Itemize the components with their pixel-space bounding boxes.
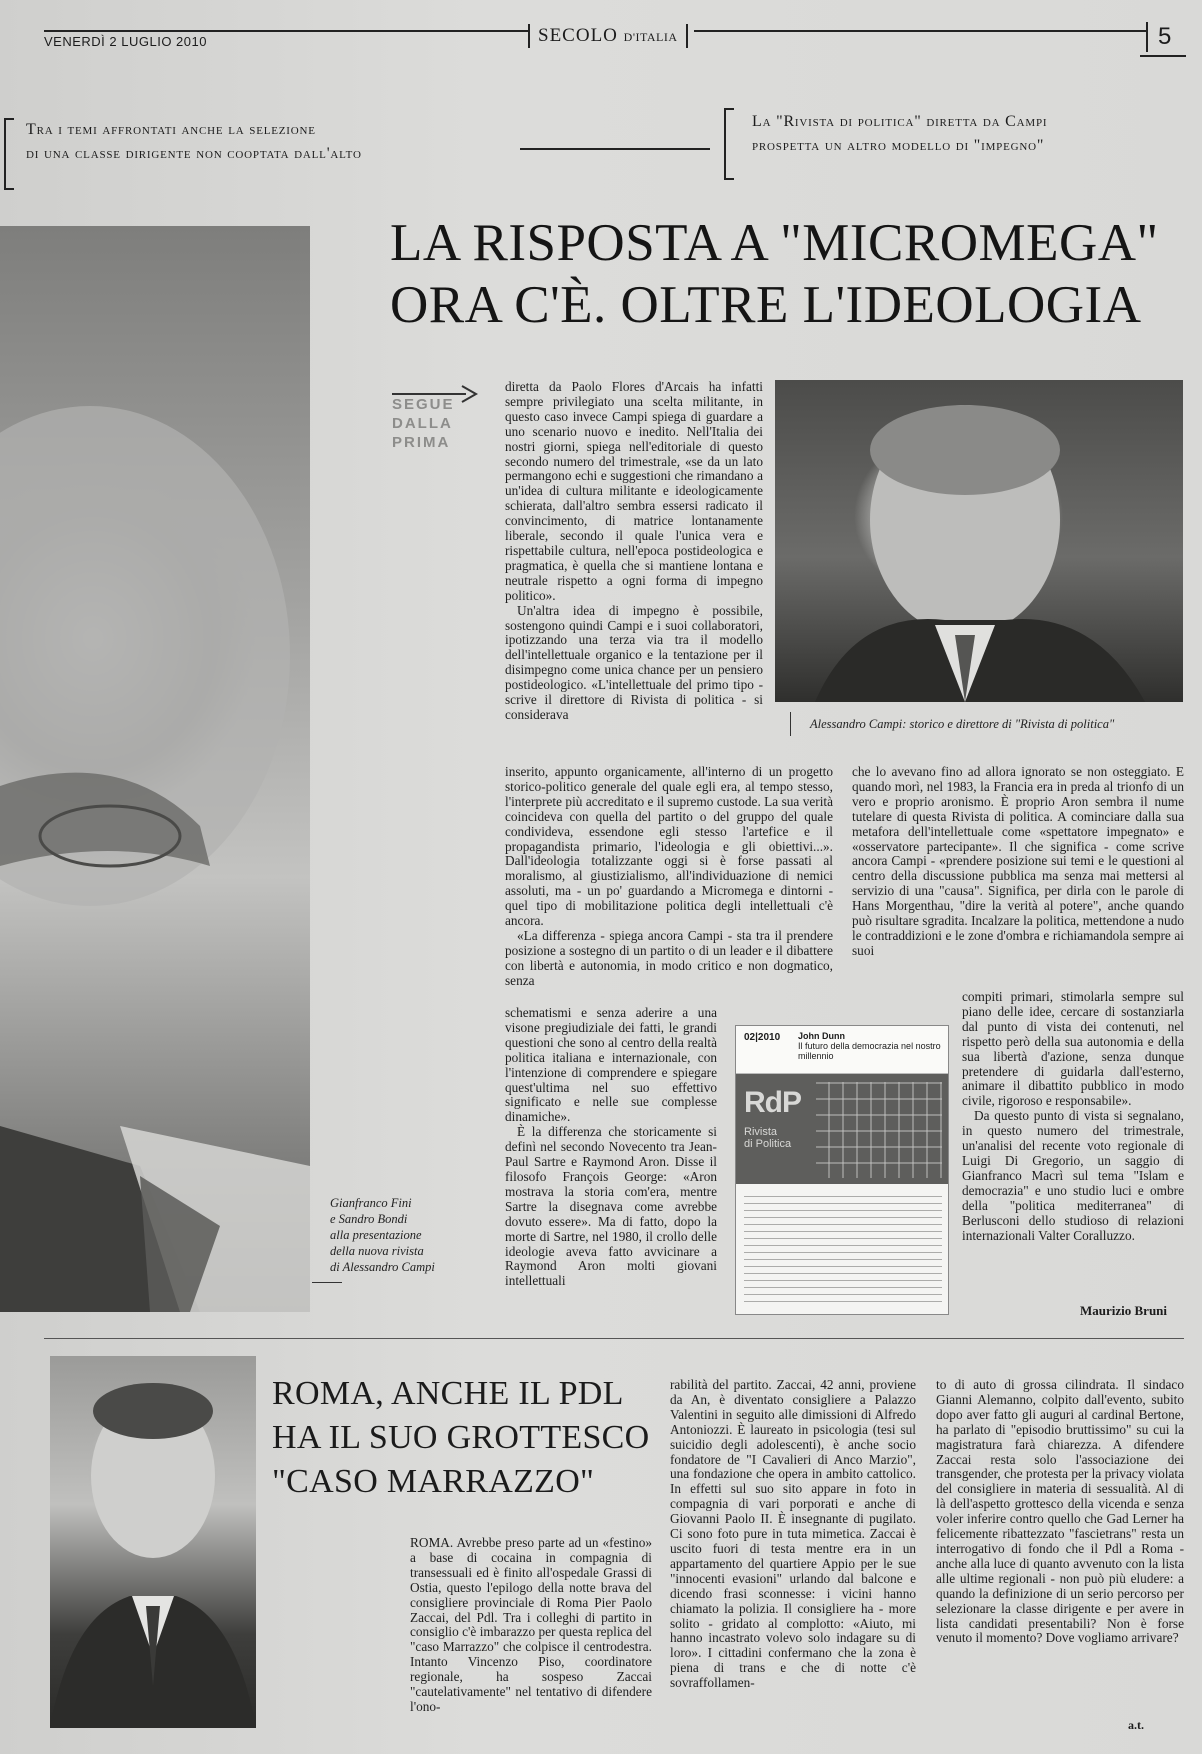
- segue-line3: PRIMA: [392, 434, 451, 451]
- article2-column1: [410, 1536, 652, 1715]
- article1-col3b-paragraph1: compiti primari, stimolarla sempre sul piano delle idee, cercare di sostanziarla dal punto di vista dei contenuti, nel rispetto però della sua autonomia e della sua libertà d'azione, senza dunque pretendere di guidarla dall'esterno, animare il dibattito pubblico in modo civile, rigoroso e responsabile».: [962, 989, 1184, 1109]
- cover-author: John Dunn: [798, 1031, 845, 1041]
- article2-headline-line1: ROMA, ANCHE IL PDL: [272, 1375, 624, 1412]
- page-number: 5: [1146, 22, 1171, 52]
- kicker-divider: [520, 148, 710, 150]
- kicker-left: [26, 118, 362, 166]
- article1-col3-paragraph1: che lo avevano fino ad allora ignorato se non osteggiato. E quando morì, nel 1983, la Francia era in preda al trionfo di un vero e proprio aronismo. È proprio Aron sembra il nume tutelare di questa Rivista di politica. A cominciare dalla sua metafora dell'intellettuale come «spettatore impegnato» e «osservatore partecipante». Il che significa - come scrive ancora Campi - «prendere posizione sui temi e le questioni al centro della discussione pubblica ma senza mai mettersi al servizio di una "causa". Significa, per dirla con le parole di Hans Morgenthau, "dire la verità al potere", anche quando può risultare sgradita. Incalzare la politica, mettendone a nudo le contraddizioni e le zone d'ombra e richiamandola sempre ai suoi: [852, 764, 1184, 958]
- photo-fini-bondi: [0, 226, 310, 1312]
- article1-col2b-paragraph2: È la differenza che storicamente si definì nel secondo Novecento tra Jean-Paul Sartre e Raymond Aron. Disse il filosofo François George: «Aron mostrava la storia com'era, mentre Sartre la disegnava come avrebbe dovuto essere». Ma di fatto, dopo la morte di Sartre, nel 1980, il crollo delle ideologie aveva fatto avvicinare a Raymond Aron molti giovani intellettuali: [505, 1124, 717, 1289]
- segue-line1: SEGUE: [392, 396, 455, 413]
- caption-fini-line3: alla presentazione: [330, 1228, 422, 1242]
- page-number-underline: [1140, 55, 1186, 57]
- article2-headline-line2: HA IL SUO GROTTESCO: [272, 1419, 650, 1456]
- kicker-right-line1: La "Rivista di politica" diretta da Campi: [752, 113, 1048, 130]
- caption-fini-rule: [312, 1282, 342, 1283]
- caption-campi-rule: [790, 712, 791, 736]
- article1-col1-paragraph1: diretta da Paolo Flores d'Arcais ha infatti sempre privilegiato una scelta militante, in questo caso invece Campi spiega di guardare a uno scenario nuovo e inedito. Nell'Italia dei nostri giorni, spiega nell'editoriale di questo secondo numero del trimestrale, «se da un lato permangono echi e suggestioni che rimandano a un'idea di cultura militante e ideologicamente schierata, dall'altro sembra essersi radicato il convincimento, di matrice lontanamente liberale, secondo il quale l'unica vera e rispettabile cultura, nell'epoca postideologica e pragmatica, è quella che si mantiene lontana e neutrale rispetto a ogni forma di impegno politico».: [505, 379, 763, 603]
- main-headline-line1: LA RISPOSTA A "MICROMEGA": [390, 214, 1159, 272]
- segue-dalla-prima: [392, 395, 455, 452]
- caption-fini-bondi: [330, 1195, 470, 1275]
- article1-col2-paragraph1: inserito, appunto organicamente, all'interno di un progetto storico-politico generale del quale egli era, al tempo stesso, l'interprete più accreditato e il supremo custode. La sua verità coincideva con quella del partito o del gruppo del quale condivideva, essendone egli stesso l'artefice e il propagandista primario, l'ideologia e gli obiettivi...». Dall'ideologia totalizzante oggi si è forse passati al moralismo, al giustizialismo, all'individuazione di nemici assoluti, ma - un po' guardando a Micromega e dintorni - quel tipo di mobilitazione politica degli intellettuali c'è ancora.: [505, 764, 833, 929]
- kicker-left-bracket: [4, 118, 14, 190]
- photo-zaccai: [50, 1356, 256, 1728]
- cover-text-lines: [744, 1196, 942, 1306]
- cover-grid-pattern: [816, 1082, 942, 1178]
- cover-logo-sub1: Rivista: [744, 1126, 778, 1138]
- photo-campi: [775, 380, 1183, 702]
- article1-col1-paragraph2: Un'altra idea di impegno è possibile, sostengono quindi Campi e i suoi collaboratori, ipotizzando una terza via tra il modello dell'intellettuale organico e la tentazione per il disimpegno come unica chance per un pensiero postideologico. «L'intellettuale del primo tipo - scrive il direttore di Rivista di politica - si considerava: [505, 602, 763, 722]
- article1-signature: Maurizio Bruni: [1080, 1303, 1168, 1318]
- cover-issue: 02|2010: [744, 1032, 781, 1043]
- article2-col3-text: to di auto di grossa cilindrata. Il sindaco Gianni Alemanno, colpito dall'evento, subito dopo aver fatto gli auguri al cardinal Bertone, ha parlato di "episodio bruttissimo" su cui la magistratura farà chiarezza. A difendere Zaccai resta solo l'associazione dei transgender, che protesta per la privacy violata del consigliere in materia di sessualità. Al di là dell'aspetto grottesco della vicenda e senza voler inferire contro quello che Gad Lerner ha felicemente ribattezzato "fascietrans" resta un interrogativo di fondo che il Pdl a Roma - anche alla luce di quanto avvenuto con la lista alle ultime regionali - non può più eludere: a quando la definizione di un serio percorso per selezionare la classe dirigente e per avere in lista candidati presentabili? Non è forse venuto il momento? Dove vogliamo arrivare?: [936, 1377, 1184, 1646]
- masthead-paper: SECOLO: [538, 25, 618, 46]
- article1-column2: [505, 765, 833, 989]
- cover-author-block: [798, 1031, 943, 1061]
- article1-col3b-paragraph2: Da questo punto di vista si segnalano, in questo numero del trimestrale, un'analisi del recente voto regionale di Luigi Di Gregorio, un saggio di Gianfranco Macrì sul tema "Islam e democrazia" e uno studio luci e ombre della "politica mediterranea" di Berlusconi dello studioso di relazioni internazionali Valter Coralluzzo.: [962, 1108, 1184, 1243]
- article2-col1-text: ROMA. Avrebbe preso parte ad un «festino» a base di cocaina in compagnia di transessuali ed è finito all'ospedale Grassi di Ostia, questo l'epilogo della notte brava del consigliere provinciale di Roma Pier Paolo Zaccai, del Pdl. Tra i colleghi di partito in consiglio c'è imbarazzo per questa replica del "caso Marrazzo" che colpisce il centrodestra. Intanto Vincenzo Piso, coordinatore regionale, ha sospeso Zaccai "cautelativamente" nel tentativo di difendere l'ono-: [410, 1535, 652, 1714]
- article2-col2-text: rabilità del partito. Zaccai, 42 anni, proviene da An, è diventato consigliere a Palazzo Valentini in seguito alle dimissioni di Alfredo Antoniozzi. È laureato in psicologia (tesi sul suicidio degli adolescenti), è anche socio fondatore de "I Cavalieri di Anco Marzio", una fondazione che opera in ambito cattolico. In effetti sul suo sito appare in foto in compagnia di vari porporati e anche di Giovanni Paolo II. È insegnante di pugilato. Ci sono foto pure in tuta mimetica. Zaccai è uscito fuori di testa mentre era in un appartamento del quartiere Appio per le sue "innocenti evasioni" urlando dal balcone e dicendo frasi sconnesse: i vicini hanno chiamato la polizia. Il consigliere ha - more solito - gridato al complotto: «Aiuto, mi hanno incastrato volevo solo indagare su di loro». I cittadini confermano che la zona è piena di trans e che di notte c'è sovraffollamen-: [670, 1377, 916, 1691]
- article2-column3: [936, 1378, 1184, 1646]
- article2-headline-line3: "CASO MARRAZZO": [272, 1463, 595, 1500]
- cover-subtitle: Il futuro della democrazia nel nostro millennio: [798, 1041, 941, 1061]
- cover-logo-sub2: di Politica: [744, 1138, 792, 1150]
- caption-fini-line1: Gianfranco Fini: [330, 1196, 412, 1210]
- masthead-paper-suffix: D'ITALIA: [623, 30, 678, 44]
- article2-column2: [670, 1378, 916, 1691]
- main-headline: [390, 212, 1190, 336]
- photo-zaccai-shapes: [50, 1356, 256, 1728]
- caption-fini-line4: della nuova rivista: [330, 1244, 424, 1258]
- masthead-rule-left: [44, 30, 528, 32]
- photo-fini-bondi-shapes: [0, 226, 310, 1312]
- kicker-right-bracket: [724, 108, 734, 180]
- main-headline-line2: ORA C'È. OLTRE L'IDEOLOGIA: [390, 276, 1142, 334]
- segue-line2: DALLA: [392, 415, 453, 432]
- article1-col2-paragraph2: «La differenza - spiega ancora Campi - sta tra il prendere posizione a sostegno di un partito o di un leader e il dibattere con libertà e autonomia, in modo critico e non dogmatico, senza: [505, 927, 833, 988]
- cover-logo-text: [744, 1126, 791, 1150]
- article1-col2b-paragraph1: schematismi e senza aderire a una visone pregiudiziale dei fatti, le grandi questioni che sono al centro della realtà politica italiana e internazionale, con l'intenzione di comprendere e spiegare quest'ultima nel suo effettivo significato e nelle sue complesse dinamiche».: [505, 1005, 717, 1125]
- caption-fini-line5: di Alessandro Campi: [330, 1260, 435, 1274]
- caption-fini-line2: e Sandro Bondi: [330, 1212, 408, 1226]
- kicker-right: [752, 110, 1047, 158]
- article1-column2b: [505, 1006, 717, 1289]
- photo-campi-shapes: [775, 380, 1183, 702]
- masthead-date: VENERDÌ 2 LUGLIO 2010: [44, 34, 207, 49]
- article2-headline: [272, 1372, 652, 1504]
- magazine-cover: [735, 1025, 949, 1315]
- article-separator: [44, 1338, 1184, 1339]
- kicker-right-line2: prospetta un altro modello di "impegno": [752, 137, 1045, 154]
- article2-byline: a.t.: [1128, 1718, 1144, 1732]
- kicker-left-line2: di una classe dirigente non cooptata dall'alto: [26, 145, 362, 162]
- caption-campi: Alessandro Campi: storico e direttore di "Rivista di politica": [810, 717, 1115, 731]
- article1-column1: [505, 380, 763, 723]
- article1-column3b: [962, 990, 1184, 1243]
- article1-column3: [852, 765, 1184, 959]
- masthead-rule-right: [694, 30, 1146, 32]
- cover-logo: RdP: [744, 1086, 801, 1119]
- kicker-left-line1: Tra i temi affrontati anche la selezione: [26, 121, 316, 138]
- masthead-title: [528, 24, 688, 48]
